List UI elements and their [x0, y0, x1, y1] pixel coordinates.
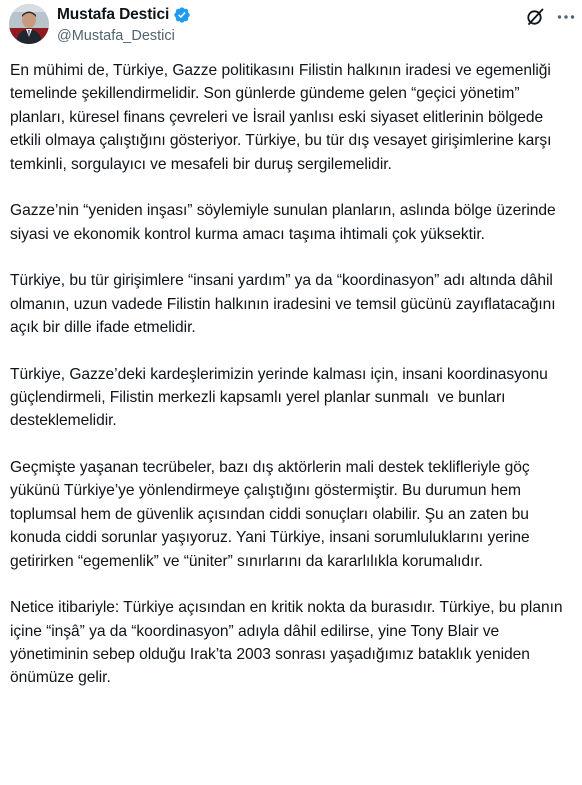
profile-photo-icon: [9, 4, 49, 44]
tweet-paragraph: Netice itibariyle: Türkiye açısından en kritik nokta da burasıdır. Türkiye, bu planın içine “inşâ” ya da “koordinasyon” adıyla dâhil edilirse, yine Tony Blair ve yönetiminin sebep olduğu Irak’ta 2003 sonrası yaşadığımız bataklık yeniden önümüze gelir.: [10, 599, 567, 687]
tweet-paragraph: Gazze’nin “yeniden inşası” söylemiyle sunulan planların, aslında bölge üzerinde siyasi ve ekonomik kontrol kurma amacı taşıma ihtimali çok yüksektir.: [10, 202, 560, 243]
author-info: [57, 5, 191, 44]
more-options-icon[interactable]: [556, 7, 576, 27]
tweet-paragraph: Türkiye, Gazze’deki kardeşlerimizin yerinde kalması için, insani koordinasyonu güçlendirmeli, Filistin merkezli kapsamlı yerel planlar sunmalı ve bunları desteklemelidir.: [10, 365, 553, 430]
display-name[interactable]: Mustafa Destici: [57, 6, 170, 23]
name-row: [57, 5, 191, 25]
tweet-paragraph: En mühimi de, Türkiye, Gazze politikasını Filistin halkının iradesi ve egemenliği temelinde şekillendirmelidir. Son günlerde gündeme gelen “geçici yönetim” planları, küresel finans çevreleri ve İsrail yanlısı eski siyaset elitlerinin bölgede etkili olmaya çalıştığını gösteriyor. Türkiye, bu tür dış vesayet girişimlerine karşı temkinli, sorgulayıcı ve mesafeli bir duruş sergilemelidir.: [10, 62, 556, 173]
tweet-header: [0, 0, 582, 56]
grok-icon[interactable]: [525, 7, 545, 27]
tweet-paragraph: Geçmişte yaşanan tecrübeler, bazı dış aktörlerin mali destek teklifleriyle göç yükünü Türkiye’ye yönlendirmeye çalıştığını göstermiştir. Bu durumun hem toplumsal hem de güvenlik açısından ciddi sonuçları olabilir. Şu an zaten bu konuda ciddi sorunlar yaşıyoruz. Yani Türkiye, insani sorumluluklarını yerine getirirken “egemenlik” ve “üniter” sınırlarını da kararlılıkla korumalıdır.: [10, 459, 534, 570]
avatar[interactable]: [9, 4, 49, 44]
tweet-text: [10, 59, 576, 690]
tweet-paragraph: Türkiye, bu tür girişimlere “insani yardım” ya da “koordinasyon” adı altında dâhil olmanın, uzun vadede Filistin halkının iradesini ve temsil gücünü zayıflatacağını açık bir dille ifade etmelidir.: [10, 272, 560, 337]
handle[interactable]: @Mustafa_Destici: [57, 28, 175, 44]
verified-badge-icon[interactable]: [173, 6, 191, 24]
